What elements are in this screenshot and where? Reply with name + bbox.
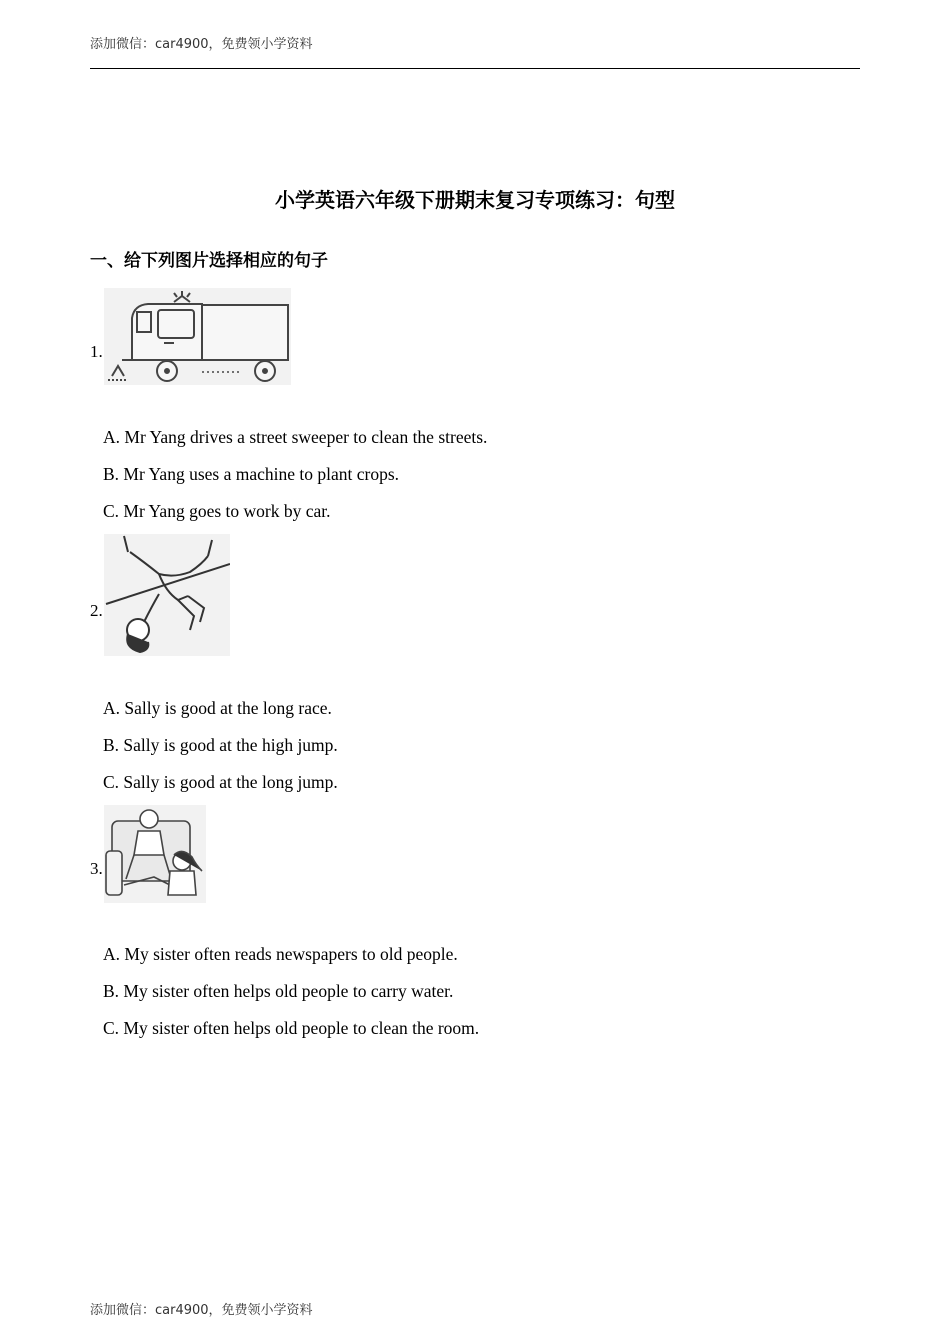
high-jump-picture: [104, 534, 230, 656]
question-1-option-b: B. Mr Yang uses a machine to plant crops.: [103, 464, 400, 484]
section-title: 一、给下列图片选择相应的句子: [90, 251, 328, 271]
question-1-option-c: C. Mr Yang goes to work by car.: [103, 501, 331, 521]
question-2-number: 2.: [90, 601, 103, 620]
question-3-option-a: A. My sister often reads newspapers to old people.: [103, 944, 458, 964]
question-2-option-b: B. Sally is good at the high jump.: [103, 735, 338, 755]
question-3-option-b: B. My sister often helps old people to carry water.: [103, 981, 454, 1001]
question-2-option-a: A. Sally is good at the long race.: [103, 698, 332, 718]
document-title: 小学英语六年级下册期末复习专项练习：句型: [275, 188, 675, 212]
helping-old-man-picture: [104, 805, 206, 903]
street-sweeper-picture: [104, 288, 291, 385]
header-divider: [90, 68, 860, 69]
question-1-number: 1.: [90, 342, 103, 361]
footer-note: 添加微信：car4900，免费领小学资料: [90, 1303, 313, 1318]
question-3-option-c: C. My sister often helps old people to clean the room.: [103, 1018, 480, 1038]
header-note: 添加微信：car4900，免费领小学资料: [90, 37, 313, 52]
question-3-number: 3.: [90, 859, 103, 878]
question-2-option-c: C. Sally is good at the long jump.: [103, 772, 338, 792]
question-1-option-a: A. Mr Yang drives a street sweeper to clean the streets.: [103, 427, 488, 447]
